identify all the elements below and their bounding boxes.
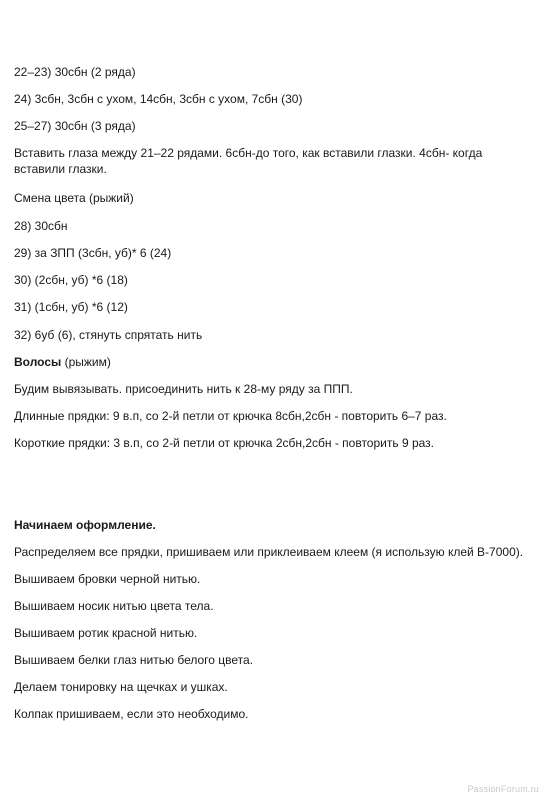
finishing-heading: Начинаем оформление. bbox=[14, 518, 156, 532]
hair-short-strands: Короткие прядки: 3 в.п, со 2-й петли от крючка 2сбн,2сбн - повторить 9 раз. bbox=[14, 436, 434, 450]
pattern-row-29: 29) за ЗПП (3сбн, уб)* 6 (24) bbox=[14, 246, 172, 260]
pattern-row-30: 30) (2сбн, уб) *6 (18) bbox=[14, 273, 128, 287]
finishing-step: Распределяем все прядки, пришиваем или приклеиваем клеем (я использую клей В-7000). bbox=[14, 545, 524, 559]
finishing-step: Делаем тонировку на щечках и ушках. bbox=[14, 680, 228, 694]
eyes-instruction: Вставить глаза между 21–22 рядами. 6сбн-до того, как вставили глазки. 4сбн- когда вставили глазки. bbox=[14, 146, 483, 176]
finishing-step: Колпак пришиваем, если это необходимо. bbox=[14, 707, 249, 721]
finishing-step: Вышиваем белки глаз нитью белого цвета. bbox=[14, 653, 254, 667]
hair-instruction-attach: Будим вывязывать. присоединить нить к 28-му ряду за ППП. bbox=[14, 382, 353, 396]
pattern-row-24: 24) 3сбн, 3сбн с ухом, 14сбн, 3сбн с ухом, 7сбн (30) bbox=[14, 92, 303, 106]
pattern-row-22-23: 22–23) 30сбн (2 ряда) bbox=[14, 65, 136, 79]
site-watermark: PassionForum.ru bbox=[467, 784, 539, 794]
pattern-row-31: 31) (1сбн, уб) *6 (12) bbox=[14, 300, 128, 314]
color-change-note: Смена цвета (рыжий) bbox=[14, 191, 134, 205]
finishing-step: Вышиваем ротик красной нитью. bbox=[14, 626, 198, 640]
hair-color-note: (рыжим) bbox=[61, 355, 111, 369]
finishing-step: Вышиваем носик нитью цвета тела. bbox=[14, 599, 214, 613]
hair-section-title bbox=[14, 354, 524, 370]
hair-long-strands: Длинные прядки: 9 в.п, со 2-й петли от крючка 8сбн,2сбн - повторить 6–7 раз. bbox=[14, 409, 447, 423]
pattern-row-25-27: 25–27) 30сбн (3 ряда) bbox=[14, 119, 136, 133]
hair-heading: Волосы bbox=[14, 355, 62, 369]
pattern-row-32: 32) 6уб (6), стянуть спрятать нить bbox=[14, 328, 203, 342]
pattern-row-28: 28) 30сбн bbox=[14, 219, 68, 233]
finishing-step: Вышиваем бровки черной нитью. bbox=[14, 572, 201, 586]
